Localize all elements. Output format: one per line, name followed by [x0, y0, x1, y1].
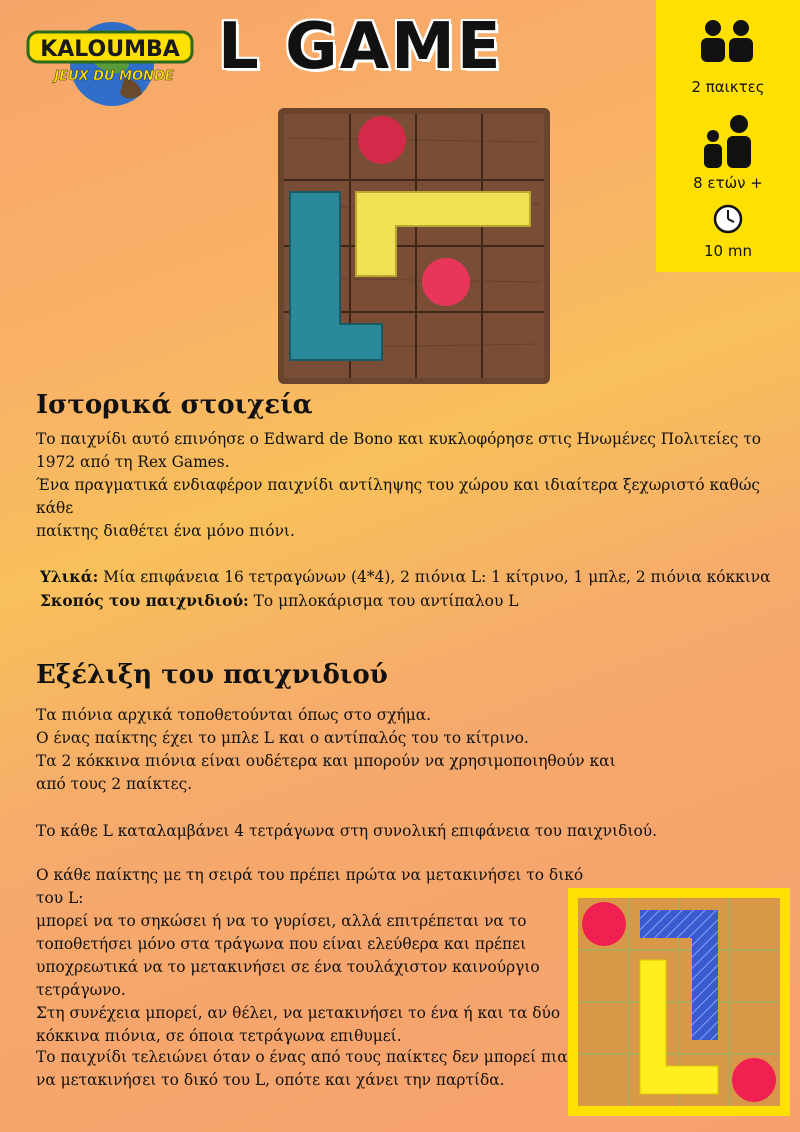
age-icon [656, 114, 800, 176]
history-text: Το παιχνίδι αυτό επινόησε ο Edward de Bono και κυκλοφόρησε στις Ηνωμένες Πολιτείες το 1972 από τη Rex Games. Ένα πραγματικά ενδιαφέρον παιχνίδι αντίληψης του χώρου και ιδιαίτερα ξεχωριστό καθώς κάθε παίκτης διαθέτει ένα μόνο πιόνι. [36, 430, 762, 540]
starting-position-diagram [568, 888, 790, 1116]
play-heading: Εξέλιξη του παιχνιδιού [36, 660, 388, 690]
clock-icon [656, 204, 800, 238]
players-count: 2 παικτες [691, 78, 765, 96]
materials-label: Υλικά: [40, 568, 99, 586]
age-label: 8 ετών + [693, 174, 763, 192]
game-board-photo [278, 108, 550, 384]
play-paragraph-4: Το παιχνίδι τελειώνει όταν ο ένας από τους παίκτες δεν μπορεί πια να μετακινήσει το δικό του L, οπότε και χάνει την παρτίδα. [36, 1048, 568, 1089]
goal-label: Σκοπός του παιχνιδιού: [40, 592, 249, 610]
logo-text-top: KALOUMBA [40, 37, 180, 62]
history-heading: Ιστορικά στοιχεία [36, 390, 313, 420]
goal-line [40, 590, 790, 613]
page-title: L GAME [218, 10, 503, 84]
play-paragraph-2: Το κάθε L καταλαμβάνει 4 τετράγωνα στη συνολική επιφάνεια του παιχνιδιού. [36, 822, 657, 840]
kaloumba-logo [24, 8, 194, 108]
play-paragraph-3: Ο κάθε παίκτης με τη σειρά του πρέπει πρώτα να μετακινήσει το δικό του L: μπορεί να το σηκώσει ή να το γυρίσει, αλλά επιτρέπεται να το τοποθετήσει μόνο στα τράγωνα που είναι ελεύθερα και πρέπει υποχρεωτικά να το μετακινήσει σε ένα τουλάχιστον καινούργιο τετράγωνο. Στη συνέχεια μπορεί, αν θέλει, να μετακινήσει το ένα ή και τα δύο κόκκινα πιόνια, σε όποια τετράγωνα επιθυμεί. [36, 866, 584, 1045]
logo-text-bottom: JEUX DU MONDE [54, 69, 174, 84]
players-icon [656, 18, 800, 72]
info-box [656, 0, 800, 272]
goal-text: Το μπλοκάρισμα του αντίπαλου L [248, 592, 519, 610]
play-paragraph-1: Τα πιόνια αρχικά τοποθετούνται όπως στο σχήμα. Ο ένας παίκτης έχει το μπλε L και ο αντίπαλός του το κίτρινο. Τα 2 κόκκινα πιόνια είναι ουδέτερα και μπορούν να χρησιμοποιηθούν και από τους 2 παίκτες. [36, 706, 616, 793]
duration-label: 10 mn [704, 242, 752, 260]
materials-text: Μία επιφάνεια 16 τετραγώνων (4*4), 2 πιόνια L: 1 κίτρινο, 1 μπλε, 2 πιόνια κόκκινα [98, 568, 771, 586]
materials-line [40, 566, 790, 589]
